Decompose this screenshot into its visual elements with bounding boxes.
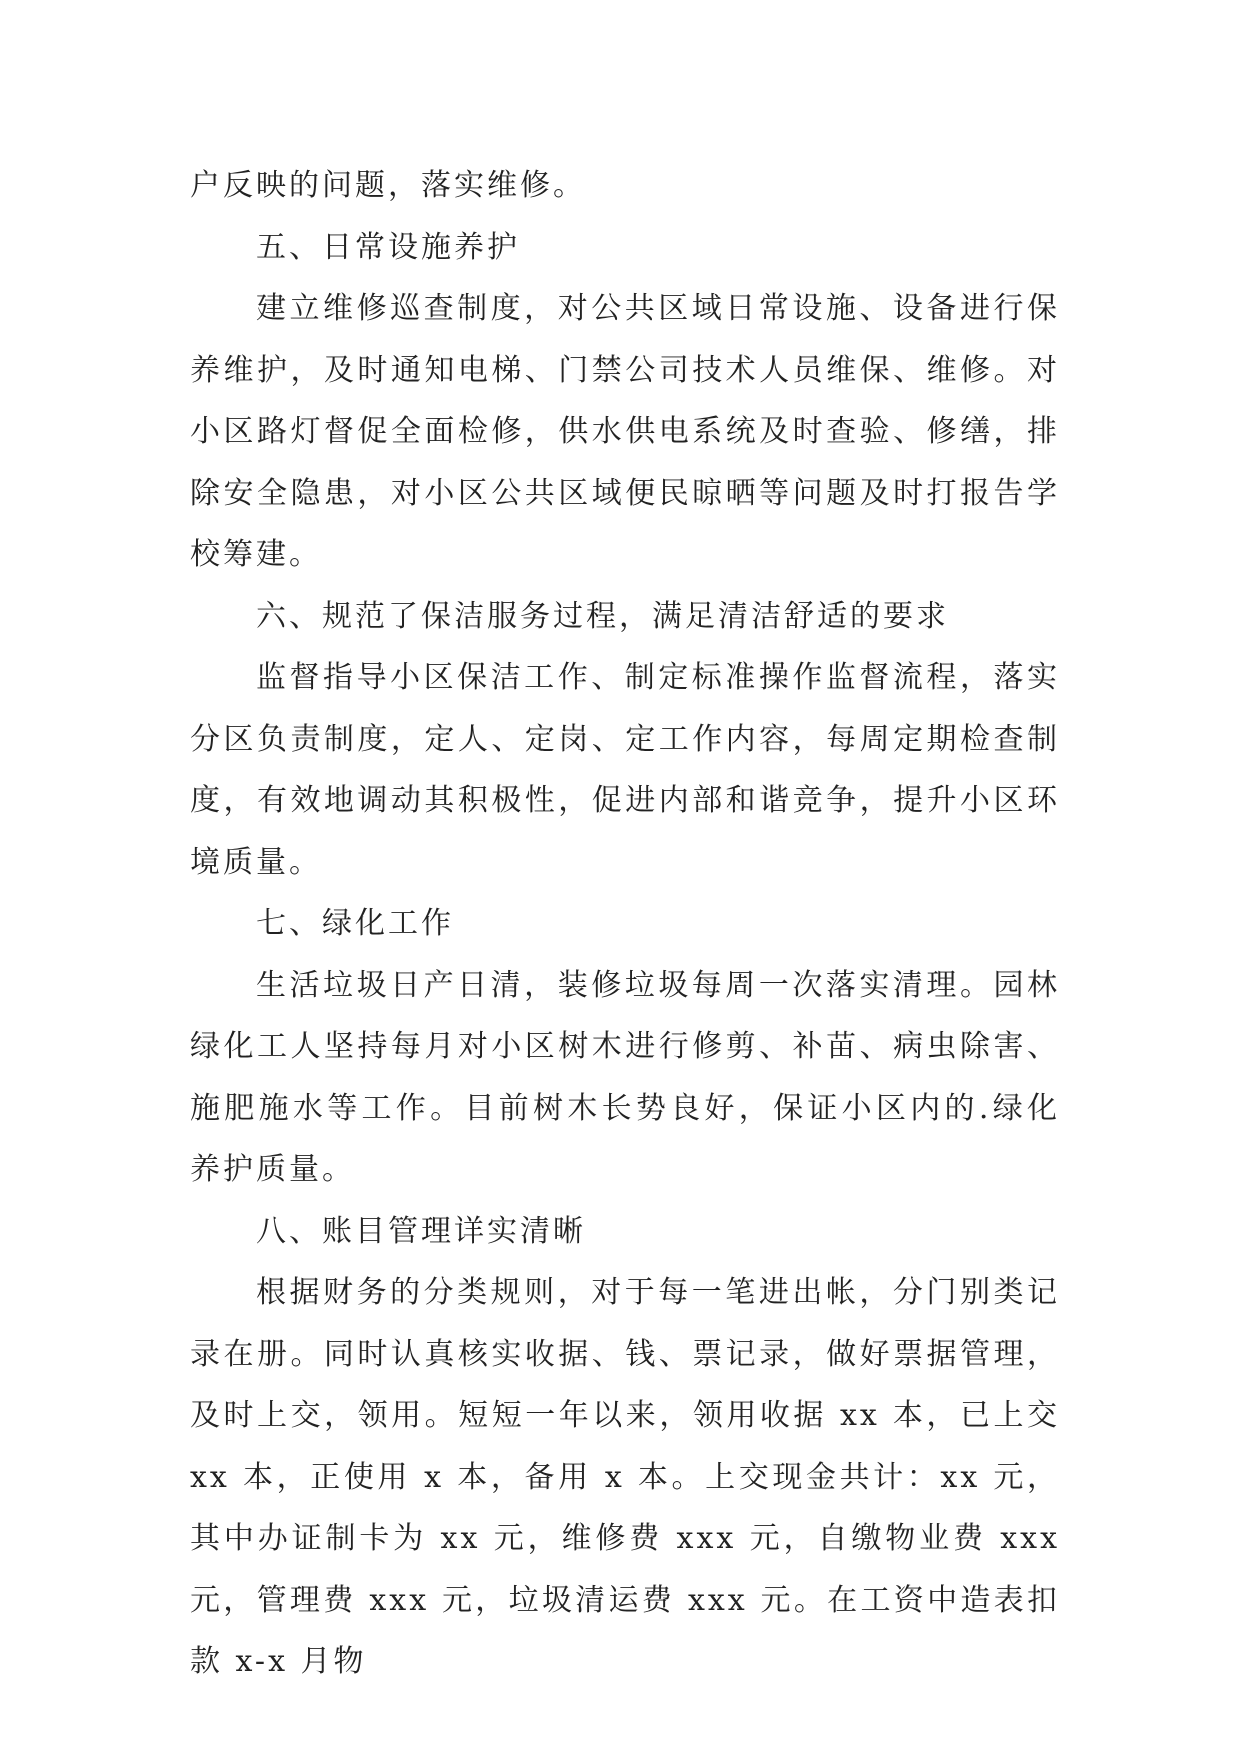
document-body [190,155,1060,1693]
section-heading-8: 八、账目管理详实清晰 [256,1213,586,1249]
section-heading-5: 五、日常设施养护 [256,229,520,265]
section-5-paragraph: 建立维修巡查制度，对公共区域日常设施、设备进行保养维护，及时通知电梯、门禁公司技术人员维保、维修。对小区路灯督促全面检修，供水供电系统及时查验、修缮，排除安全隐患，对小区公共区域便民晾晒等问题及时打报告学校筹建。 [190,291,1060,572]
section-heading-7: 七、绿化工作 [256,906,454,941]
paragraph-continued: 户反映的问题，落实维修。 [190,168,586,203]
section-heading-6: 六、规范了保洁服务过程，满足清洁舒适的要求 [256,598,949,634]
section-7-paragraph: 生活垃圾日产日清，装修垃圾每周一次落实清理。园林绿化工人坚持每月对小区树木进行修剪、补苗、病虫除害、施肥施水等工作。目前树木长势良好，保证小区内的.绿化养护质量。 [190,967,1060,1187]
section-6-paragraph: 监督指导小区保洁工作、制定标准操作监督流程，落实分区负责制度，定人、定岗、定工作内容，每周定期检查制度，有效地调动其积极性，促进内部和谐竞争，提升小区环境质量。 [190,660,1060,880]
section-8-paragraph: 根据财务的分类规则，对于每一笔进出帐，分门别类记录在册。同时认真核实收据、钱、票记录，做好票据管理，及时上交，领用。短短一年以来，领用收据 xx 本，已上交 xx 本，正使用 x 本，备用 x 本。上交现金共计：xx 元，其中办证制卡为 xx 元，维修费 xxx 元，自缴物业费 xxx 元，管理费 xxx 元，垃圾清运费 xxx 元。在工资中造表扣款 x-x 月物 [190,1275,1060,1679]
